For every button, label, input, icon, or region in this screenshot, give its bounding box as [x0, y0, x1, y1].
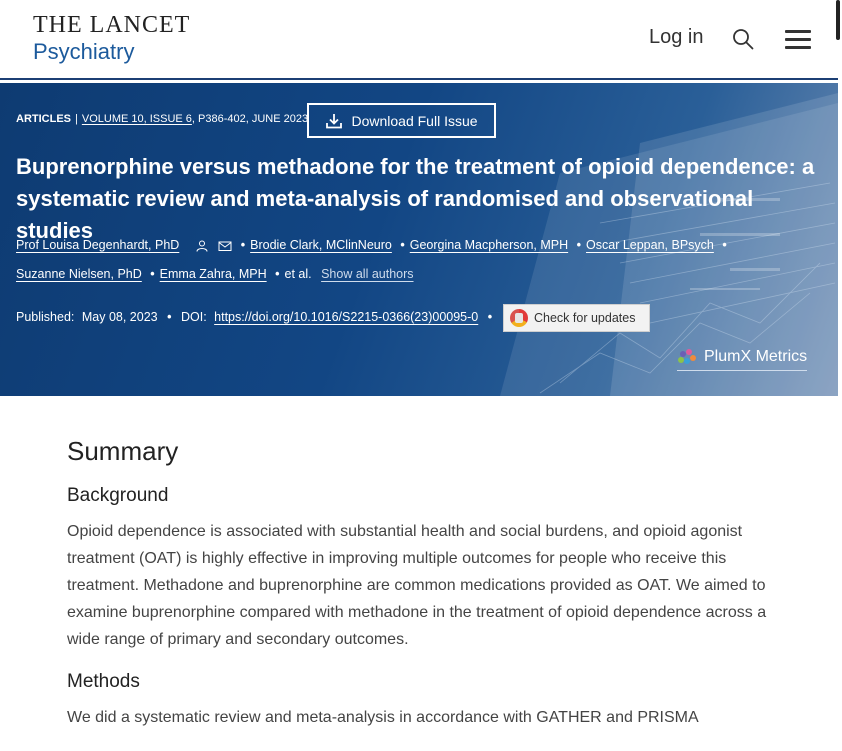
- person-icon[interactable]: [195, 240, 209, 252]
- logo-subtitle: Psychiatry: [33, 39, 135, 64]
- issue-link[interactable]: VOLUME 10, ISSUE 6: [81, 113, 192, 125]
- background-paragraph: Opioid dependence is associated with substantial health and social burdens, and opioid agonist treatment (OAT) is highly effective in improving multiple outcomes for people who receive this treatment. Methadone and buprenorphine are common medications provided as OAT. We aimed to examine buprenorphine compared with methadone in the treatment of opioid dependence across a wide range of primary and secondary outcomes.: [67, 523, 767, 648]
- download-icon: [325, 112, 343, 130]
- download-full-issue-button[interactable]: [307, 103, 496, 138]
- et-al: et al.: [284, 267, 312, 281]
- plumx-metrics-link[interactable]: [677, 348, 807, 371]
- background-heading: Background: [67, 485, 169, 506]
- hamburger-menu-icon[interactable]: [785, 30, 811, 50]
- methods-paragraph: We did a systematic review and meta-analysis in accordance with GATHER and PRISMA: [67, 709, 699, 726]
- logo-title: THE LANCET: [33, 12, 191, 38]
- check-updates-label: Check for updates: [534, 311, 636, 325]
- journal-logo[interactable]: [33, 12, 190, 66]
- article-body: [67, 436, 767, 749]
- doi-label: DOI:: [180, 310, 207, 324]
- summary-heading: Summary: [67, 436, 179, 466]
- author-list: Prof Louisa Degenhardt, PhD • Brodie Clark, MClinNeuro • Georgina Macpherson, MPH • Oscar Leppan, BPsych • Suzanne Nielsen, PhD • Emma Zahra, MPH • et al. Show all authors: [16, 238, 727, 281]
- article-hero: [0, 83, 838, 396]
- author-link[interactable]: Georgina Macpherson, MPH: [409, 238, 569, 252]
- article-title: Buprenorphine versus methadone for the treatment of opioid dependence: a systematic review and meta-analysis of randomised and observational studies: [16, 154, 815, 243]
- plumx-label: PlumX Metrics: [704, 348, 808, 365]
- author-link[interactable]: Suzanne Nielsen, PhD: [16, 267, 142, 281]
- author-link[interactable]: Oscar Leppan, BPsych: [586, 238, 714, 252]
- login-link[interactable]: Log in: [649, 26, 704, 48]
- article-meta-line: ARTICLES | VOLUME 10, ISSUE 6, P386-402, JUNE 2023: [16, 113, 309, 125]
- search-icon[interactable]: [732, 28, 754, 50]
- author-link[interactable]: Emma Zahra, MPH: [159, 267, 267, 281]
- show-all-authors-link[interactable]: Show all authors: [321, 267, 414, 281]
- crossmark-icon: [510, 309, 528, 327]
- author-link[interactable]: Brodie Clark, MClinNeuro: [250, 238, 392, 252]
- email-icon[interactable]: [218, 240, 232, 252]
- author-link[interactable]: Prof Louisa Degenhardt, PhD: [16, 238, 180, 252]
- article-category: ARTICLES: [16, 113, 71, 125]
- download-label: Download Full Issue: [351, 112, 478, 129]
- publication-line: Published: May 08, 2023 • DOI: https://doi.org/10.1016/S2215-0366(23)00095-0 •: [16, 310, 493, 324]
- scrollbar-thumb[interactable]: [836, 0, 840, 40]
- methods-heading: Methods: [67, 671, 140, 692]
- published-label: Published:: [16, 310, 75, 324]
- plumx-flower-icon: [677, 348, 699, 366]
- doi-link[interactable]: https://doi.org/10.1016/S2215-0366(23)00095-0: [214, 310, 479, 324]
- site-header: [0, 0, 838, 80]
- published-date: May 08, 2023: [81, 310, 158, 324]
- check-for-updates-button[interactable]: [503, 304, 650, 332]
- pages-date: , P386-402, JUNE 2023: [191, 113, 309, 125]
